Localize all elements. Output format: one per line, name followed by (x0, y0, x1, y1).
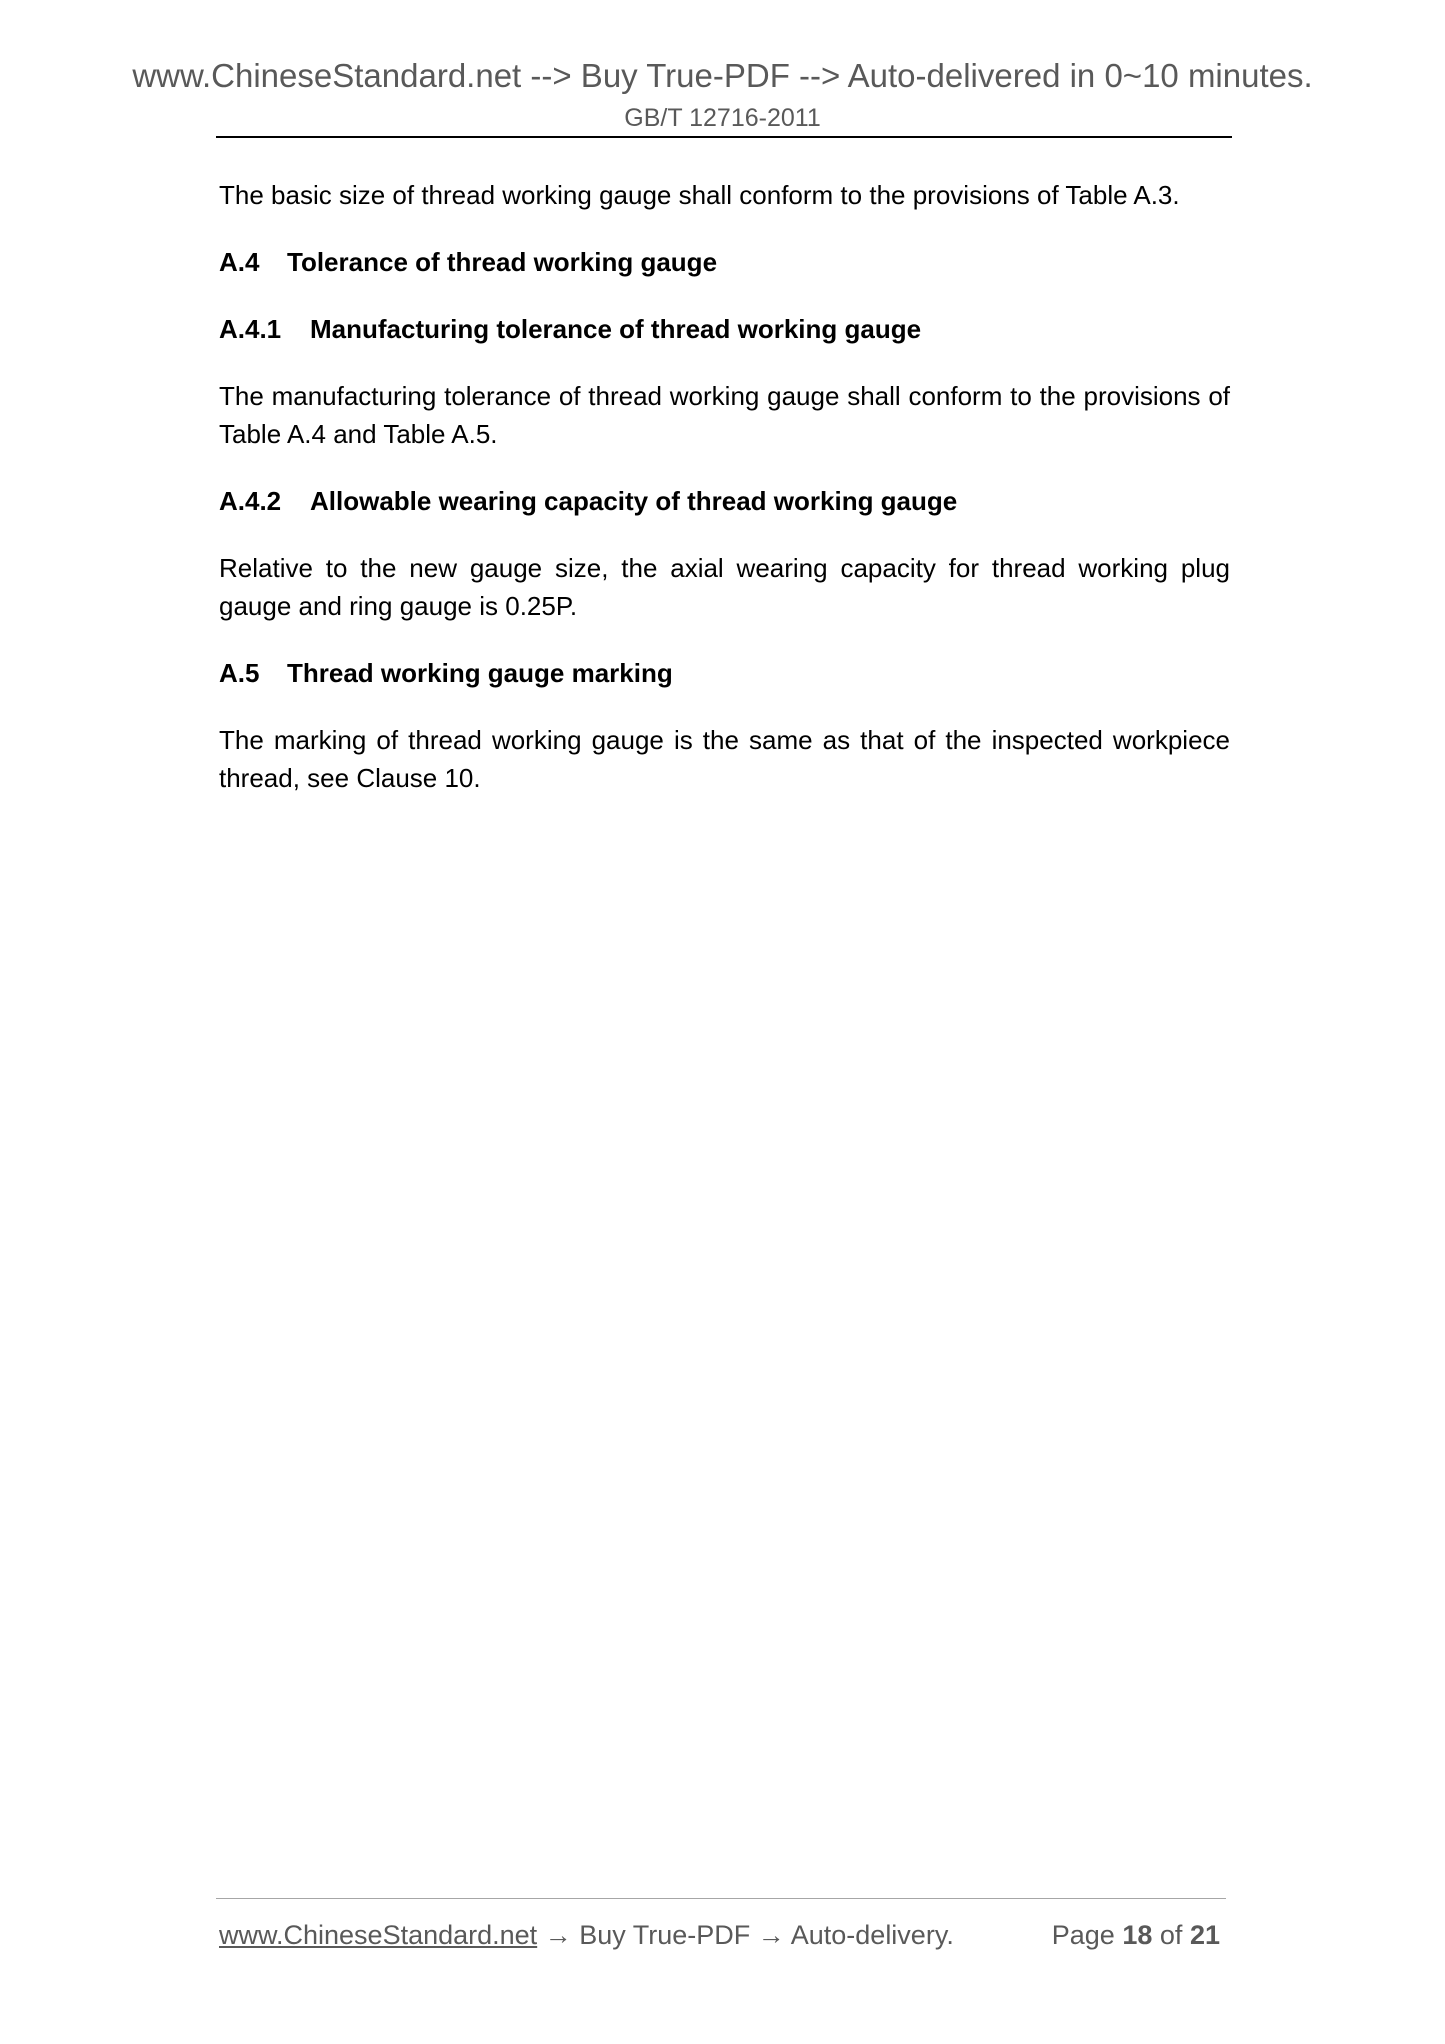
page-word: Page (1051, 1920, 1115, 1950)
current-page-number: 18 (1122, 1920, 1153, 1950)
section-heading-a41 (219, 310, 1230, 348)
section-number: A.5 (219, 658, 260, 688)
section-title: Manufacturing tolerance of thread working gauge (310, 314, 922, 344)
paragraph-a41: The manufacturing tolerance of thread working gauge shall conform to the provisions of Table A.4 and Table A.5. (219, 381, 1230, 449)
site-banner: www.ChineseStandard.net --> Buy True-PDF --> Auto-delivered in 0~10 minutes. (132, 57, 1313, 94)
total-pages-number: 21 (1189, 1920, 1220, 1950)
section-title: Tolerance of thread working gauge (287, 247, 718, 277)
document-body (219, 176, 1230, 826)
section-number: A.4.2 (219, 486, 282, 516)
page-indicator (1052, 1918, 1220, 1952)
header-divider (216, 136, 1232, 138)
section-heading-a4 (219, 243, 1230, 281)
footer-divider (216, 1898, 1226, 1899)
section-heading-a42 (219, 482, 1230, 520)
of-word: of (1159, 1920, 1183, 1950)
paragraph-a5: The marking of thread working gauge is the same as that of the inspected workpiece thread, see Clause 10. (219, 725, 1230, 793)
footer-site-link[interactable]: www.ChineseStandard.net (219, 1920, 538, 1950)
intro-paragraph: The basic size of thread working gauge shall conform to the provisions of Table A.3. (219, 180, 1180, 210)
section-heading-a5 (219, 654, 1230, 692)
footer-promo (219, 1918, 954, 1952)
section-number: A.4 (219, 247, 260, 277)
section-title: Thread working gauge marking (287, 658, 673, 688)
section-number: A.4.1 (219, 314, 282, 344)
paragraph-a42: Relative to the new gauge size, the axial wearing capacity for thread working plug gauge and ring gauge is 0.25P. (219, 553, 1230, 621)
footer-tagline: → Buy True-PDF → Auto-delivery. (537, 1920, 954, 1950)
standard-code: GB/T 12716-2011 (624, 104, 821, 132)
section-title: Allowable wearing capacity of thread working gauge (310, 486, 958, 516)
